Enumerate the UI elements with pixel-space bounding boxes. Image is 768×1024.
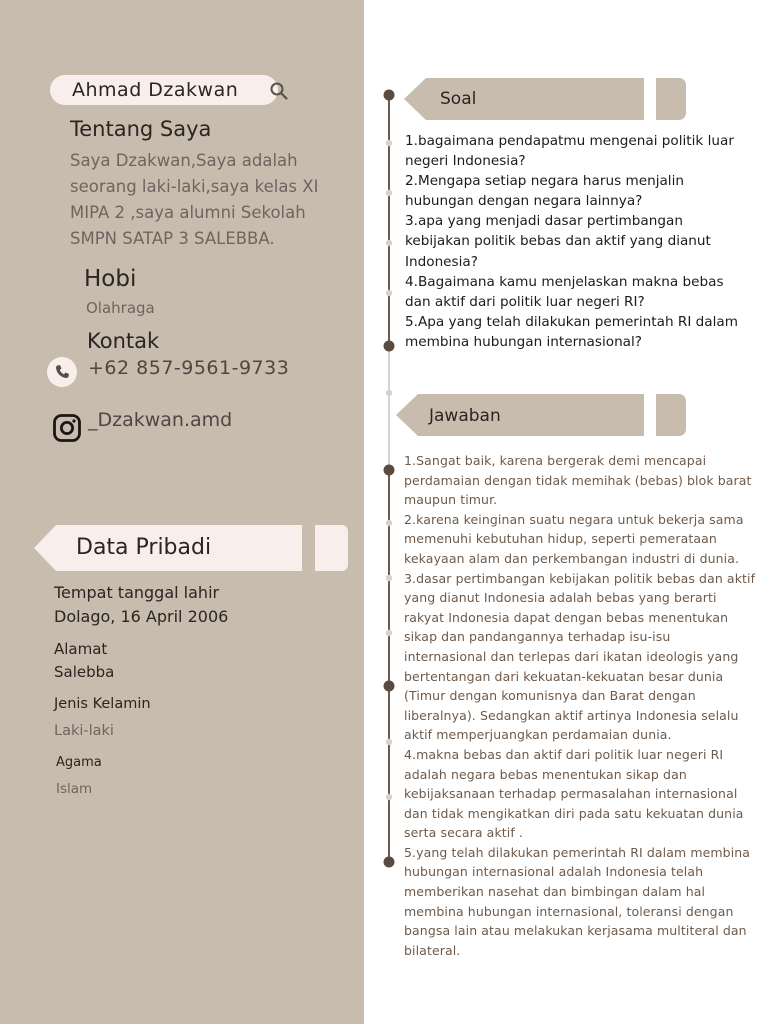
religion-label: Agama	[56, 755, 102, 770]
gender-label: Jenis Kelamin	[54, 696, 151, 712]
hobby-heading: Hobi	[84, 266, 137, 292]
questions-heading: Soal	[440, 89, 477, 109]
answer-item: 1.Sangat baik, karena bergerak demi mencapai perdamaian dengan tidak memihak (bebas) blok barat maupun timur.	[404, 453, 752, 508]
question-item: 1.bagaimana pendapatmu mengenai politik luar negeri Indonesia?	[405, 133, 734, 170]
answers-heading: Jawaban	[429, 406, 501, 426]
question-list	[405, 131, 740, 352]
jawaban-tab	[656, 394, 686, 436]
gender-value: Laki-laki	[54, 723, 114, 739]
about-heading: Tentang Saya	[70, 117, 212, 141]
hobby-value: Olahraga	[86, 299, 155, 317]
answer-item: 4.makna bebas dan aktif dari politik luar negeri RI adalah negara bebas menentukan sikap dan kebijaksanaan terhadap permasalahan internasional dan tidak mengikatkan diri pada satu kekuatan dunia serta secara aktif .	[404, 746, 744, 841]
contact-heading: Kontak	[87, 329, 160, 353]
address-label: Alamat	[54, 640, 108, 658]
answer-item: 5.yang telah dilakukan pemerintah RI dalam membina hubungan internasional adalah Indonesia telah memberikan nasehat dan bimbingan dalam hal membina hubungan internasional, toleransi dengan bangsa lain atau melakukan kerjasama multiteral dan bilateral.	[404, 844, 751, 958]
address-value: Salebba	[54, 663, 115, 681]
question-item: 3.apa yang menjadi dasar pertimbangan kebijakan politik bebas dan aktif yang dianut Indonesia?	[405, 213, 711, 270]
personal-data-heading: Data Pribadi	[76, 535, 212, 560]
question-item: 2.Mengapa setiap negara harus menjalin hubungan dengan negara lainnya?	[405, 173, 684, 210]
about-text: Saya Dzakwan,Saya adalah seorang laki-laki,saya kelas XI MIPA 2 ,saya alumni Sekolah SMPN SATAP 3 SALEBBA.	[70, 151, 319, 248]
religion-value: Islam	[56, 781, 93, 797]
question-item: 5.Apa yang telah dilakukan pemerintah RI dalam membina hubungan internasional?	[405, 313, 738, 350]
answer-item: 3.dasar pertimbangan kebijakan politik bebas dan aktif yang dianut Indonesia adalah bebas yang berarti rakyat Indonesia dapat dengan bebas menentukan sikap dan pandangannya terhadap isu-isu internasional dan terlepas dari ikatan ideologis yang bertentangan dari kekuatan-kekuatan besar dunia (Timur dengan komunisnya dan Barat dengan liberalnya). Sedangkan aktif artinya Indonesia selalu aktif memperjuangkan perdamaian dunia.	[404, 570, 756, 743]
instagram-handle: _Dzakwan.amd	[88, 409, 233, 431]
answer-list	[404, 451, 756, 960]
birth-value: Dolago, 16 April 2006	[54, 607, 229, 626]
answer-item: 2.karena keinginan suatu negara untuk bekerja sama memenuhi kebutuhan hidup, seperti pemerataan kekayaan alam dan perkembangan industri di dunia.	[404, 511, 744, 566]
birth-label: Tempat tanggal lahir	[54, 583, 220, 602]
phone-number: +62 857-9561-9733	[88, 357, 290, 379]
profile-name: Ahmad Dzakwan	[72, 79, 239, 101]
question-item: 4.Bagaimana kamu menjelaskan makna bebas dan aktif dari politik luar negeri RI?	[405, 273, 724, 310]
soal-tab	[656, 78, 686, 120]
